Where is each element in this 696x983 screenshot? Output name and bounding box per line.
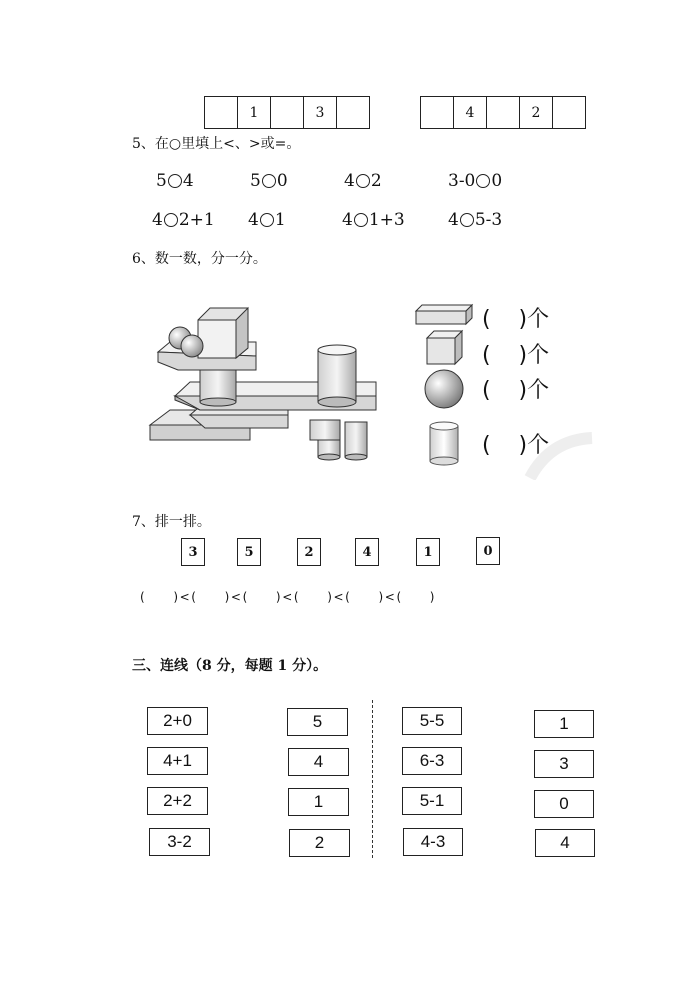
match-box-number[interactable]: 1 bbox=[288, 788, 349, 816]
number-grid-left bbox=[204, 96, 370, 129]
match-box-number[interactable]: 2 bbox=[289, 829, 350, 857]
grid-cell[interactable] bbox=[553, 96, 586, 129]
number-grid-right bbox=[420, 96, 586, 129]
order-answer-line[interactable]: ( )<( )<( )<( )<( )<( ) bbox=[140, 590, 437, 604]
sphere bbox=[181, 335, 203, 357]
q5-title: 5、在○里填上<、>或=。 bbox=[132, 136, 301, 152]
compare-item: 4 5-3 bbox=[448, 210, 503, 230]
grid-cell: 4 bbox=[454, 96, 487, 129]
count-answer[interactable]: ( )个 bbox=[482, 343, 550, 368]
blank-circle[interactable] bbox=[476, 174, 490, 188]
number-card[interactable]: 2 bbox=[297, 538, 321, 566]
cube-icon bbox=[427, 331, 462, 364]
match-box-expr[interactable]: 3-2 bbox=[149, 828, 210, 856]
match-box-expr[interactable]: 2+2 bbox=[147, 787, 208, 815]
grid-cell: 2 bbox=[520, 96, 553, 129]
blank-circle[interactable] bbox=[164, 213, 178, 227]
q6-title: 6、数一数，分一分。 bbox=[132, 251, 267, 267]
grid-cell: 3 bbox=[304, 96, 337, 129]
match-box-number[interactable]: 5 bbox=[287, 708, 348, 736]
section3-title: 三、连线（8 分，每题 1 分）。 bbox=[132, 658, 328, 674]
compare-item: 5 4 bbox=[156, 171, 194, 191]
watermark-arc bbox=[520, 420, 595, 480]
compare-item: 4 2+1 bbox=[152, 210, 215, 230]
grid-cell[interactable] bbox=[421, 96, 454, 129]
number-card[interactable]: 5 bbox=[237, 538, 261, 566]
blank-circle[interactable] bbox=[356, 174, 370, 188]
match-box-expr[interactable]: 4+1 bbox=[147, 747, 208, 775]
match-box-expr[interactable]: 2+0 bbox=[147, 707, 208, 735]
blank-circle[interactable] bbox=[354, 213, 368, 227]
sphere-icon bbox=[425, 370, 463, 408]
blank-circle[interactable] bbox=[168, 174, 182, 188]
number-card[interactable]: 0 bbox=[476, 537, 500, 565]
match-box-expr[interactable]: 5-1 bbox=[402, 787, 462, 815]
number-card[interactable]: 1 bbox=[416, 538, 440, 566]
count-answer[interactable]: ( )个 bbox=[482, 433, 550, 458]
match-box-expr[interactable]: 4-3 bbox=[403, 828, 463, 856]
compare-item: 3-0 0 bbox=[448, 171, 503, 191]
blank-circle[interactable] bbox=[460, 213, 474, 227]
cylinder bbox=[200, 368, 236, 402]
match-box-number[interactable]: 4 bbox=[535, 829, 595, 857]
match-box-number[interactable]: 3 bbox=[534, 750, 594, 778]
grid-cell[interactable] bbox=[205, 96, 238, 129]
grid-cell[interactable] bbox=[337, 96, 370, 129]
match-box-number[interactable]: 0 bbox=[534, 790, 594, 818]
divider-dashed bbox=[372, 700, 373, 858]
cylinder bbox=[318, 350, 356, 402]
compare-item: 4 1+3 bbox=[342, 210, 405, 230]
q7-title: 7、排一排。 bbox=[132, 514, 211, 530]
compare-item: 4 1 bbox=[248, 210, 286, 230]
compare-item: 4 2 bbox=[344, 171, 382, 191]
number-card[interactable]: 3 bbox=[181, 538, 205, 566]
cuboid-icon bbox=[416, 305, 472, 324]
shape-key-column bbox=[410, 296, 485, 471]
count-answer[interactable]: ( )个 bbox=[482, 307, 550, 332]
match-box-expr[interactable]: 5-5 bbox=[402, 707, 462, 735]
compare-item: 5 0 bbox=[250, 171, 288, 191]
match-box-expr[interactable]: 6-3 bbox=[402, 747, 462, 775]
number-card[interactable]: 4 bbox=[355, 538, 379, 566]
grid-cell[interactable] bbox=[271, 96, 304, 129]
blank-circle[interactable] bbox=[262, 174, 276, 188]
cylinder bbox=[345, 422, 367, 457]
grid-cell[interactable] bbox=[487, 96, 520, 129]
count-answer[interactable]: ( )个 bbox=[482, 378, 550, 403]
cylinder-icon bbox=[430, 422, 458, 465]
grid-cell: 1 bbox=[238, 96, 271, 129]
match-box-number[interactable]: 1 bbox=[534, 710, 594, 738]
match-box-number[interactable]: 4 bbox=[288, 748, 349, 776]
blank-circle[interactable] bbox=[260, 213, 274, 227]
block-structure-illustration bbox=[140, 290, 390, 470]
